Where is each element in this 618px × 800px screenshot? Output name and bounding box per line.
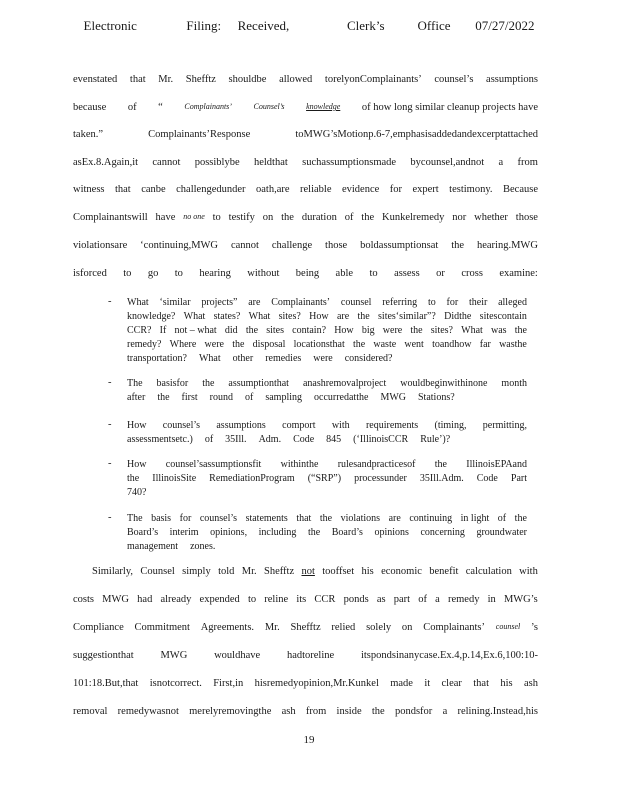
word: those bbox=[325, 240, 348, 251]
bullet-item bbox=[127, 377, 527, 405]
word: suchassumptionsmade bbox=[302, 157, 397, 168]
word: it bbox=[424, 678, 431, 689]
word: ‘continuing,MWG bbox=[140, 240, 219, 251]
word: removal bbox=[73, 706, 108, 717]
word: Shefftz bbox=[290, 622, 321, 633]
word: to bbox=[174, 268, 183, 279]
word: from bbox=[305, 706, 327, 717]
word: evidence bbox=[341, 184, 380, 195]
word: calculation bbox=[465, 566, 512, 577]
word: Commitment bbox=[134, 622, 190, 633]
page-number: 19 bbox=[303, 734, 315, 746]
word: made bbox=[390, 678, 413, 689]
para2-line bbox=[73, 706, 538, 717]
word: witness bbox=[73, 184, 105, 195]
bullet-marker: - bbox=[108, 377, 112, 388]
word: Agreements. bbox=[200, 622, 255, 633]
para1-line bbox=[73, 157, 538, 168]
word: ’s bbox=[530, 622, 538, 633]
para1-line bbox=[73, 129, 538, 140]
word: ash bbox=[523, 678, 538, 689]
para1-line bbox=[73, 74, 538, 85]
word: expert bbox=[412, 184, 439, 195]
word: assumptions bbox=[486, 74, 538, 85]
word: Compliance bbox=[73, 622, 124, 633]
word: MWG bbox=[102, 594, 129, 605]
word: no one bbox=[183, 212, 205, 221]
word: to bbox=[212, 212, 221, 223]
bullet-marker: - bbox=[108, 458, 112, 469]
word: clear bbox=[441, 678, 462, 689]
word: Counsel bbox=[140, 566, 175, 577]
bullet-line: 740? bbox=[127, 487, 147, 498]
word: heldthat bbox=[253, 157, 288, 168]
word: MWG’s bbox=[503, 594, 538, 605]
word: examine: bbox=[499, 268, 538, 279]
word: evenstated bbox=[73, 74, 118, 85]
word: nor bbox=[452, 212, 467, 223]
word: testimony. bbox=[449, 184, 493, 195]
word: hearing bbox=[199, 268, 231, 279]
word: knowledge bbox=[306, 102, 341, 111]
para2-line bbox=[73, 622, 538, 633]
para2-line bbox=[73, 678, 538, 689]
word: for bbox=[389, 184, 402, 195]
word: hisremedyopinion,Mr.Kunkel bbox=[254, 678, 379, 689]
word: tooffset bbox=[322, 566, 355, 577]
word: because bbox=[73, 102, 107, 113]
word: go bbox=[147, 268, 159, 279]
word: reline bbox=[264, 594, 289, 605]
word: canbe bbox=[141, 184, 166, 195]
para1-line bbox=[73, 212, 538, 223]
bullet-line: management zones. bbox=[127, 541, 216, 552]
para2-line bbox=[73, 594, 538, 605]
word: violationsare bbox=[73, 240, 128, 251]
bullet-line: transportation? What other remedies were considered? bbox=[127, 353, 393, 364]
word: counsel bbox=[495, 622, 521, 631]
word: wouldhave bbox=[214, 650, 261, 661]
word: a bbox=[435, 594, 440, 605]
word: the bbox=[371, 706, 385, 717]
word: of bbox=[418, 594, 427, 605]
word: not bbox=[301, 566, 315, 577]
word: 101:18.But,that bbox=[73, 678, 139, 689]
bullet-line: How counsel’s assumptions comport with requirements (timing, permitting, bbox=[127, 420, 527, 431]
word: economic bbox=[381, 566, 422, 577]
word: or bbox=[436, 268, 445, 279]
word: itspondsinanycase.Ex.4,p.14,Ex.6,100:10- bbox=[360, 650, 538, 661]
word: his bbox=[361, 566, 374, 577]
word: whether bbox=[474, 212, 508, 223]
word: remedy bbox=[447, 594, 480, 605]
word: relied bbox=[331, 622, 356, 633]
word: counsel’s bbox=[434, 74, 474, 85]
word: Counsel’s bbox=[253, 102, 285, 111]
word: with bbox=[519, 566, 538, 577]
word: hearing.MWG bbox=[476, 240, 538, 251]
word: isforced bbox=[73, 268, 107, 279]
bullet-marker: - bbox=[108, 419, 112, 430]
word: reliable bbox=[300, 184, 332, 195]
bullet-item bbox=[127, 458, 527, 500]
word: Complainantswill bbox=[73, 212, 148, 223]
word: assess bbox=[394, 268, 420, 279]
word: have bbox=[155, 212, 176, 223]
word: Because bbox=[503, 184, 538, 195]
word: of bbox=[344, 212, 354, 223]
word: ash bbox=[281, 706, 296, 717]
para1-line bbox=[73, 268, 538, 279]
word: of bbox=[127, 102, 137, 113]
word: cannot bbox=[152, 157, 181, 168]
word: the bbox=[281, 212, 294, 223]
word: Shefftz bbox=[264, 566, 295, 577]
word: Shefftz bbox=[185, 74, 216, 85]
word: part bbox=[393, 594, 411, 605]
word: already bbox=[160, 594, 192, 605]
word: isnotcorrect. bbox=[149, 678, 202, 689]
word: his bbox=[500, 678, 513, 689]
word: Complainants’ bbox=[184, 102, 232, 111]
bullet-line: CCR? If not – what did the sites contain? How big were the sites? What was the bbox=[127, 325, 527, 336]
para1-line bbox=[73, 102, 538, 113]
word: toMWG’sMotionp.6-7,emphasisaddedandexcerptattached bbox=[295, 129, 538, 140]
word: to bbox=[247, 594, 257, 605]
word: costs bbox=[73, 594, 94, 605]
word: cannot bbox=[230, 240, 259, 251]
word: simply bbox=[182, 566, 211, 577]
word: possiblybe bbox=[194, 157, 240, 168]
word: allowed bbox=[279, 74, 313, 85]
word: CCR bbox=[314, 594, 336, 605]
word: First,in bbox=[213, 678, 244, 689]
word: of how long similar cleanup projects have bbox=[361, 102, 538, 113]
bullet-line: the IllinoisSite RemediationProgram (“SRP”) processunder 35Ill.Adm. Code Part bbox=[127, 473, 527, 484]
word: taken.” bbox=[73, 129, 104, 140]
word: bycounsel,andnot bbox=[410, 157, 485, 168]
word: in bbox=[487, 594, 496, 605]
word: Mr. bbox=[241, 566, 257, 577]
bullet-line: The basis for counsel’s statements that the violations are continuing in light of the bbox=[127, 513, 527, 524]
word: Mr. bbox=[264, 622, 280, 633]
word: Similarly, bbox=[92, 566, 134, 577]
word: Complainants’Response bbox=[148, 129, 251, 140]
word: torelyonComplainants’ bbox=[324, 74, 422, 85]
bullet-line: The basisfor the assumptionthat anashremovalproject wouldbeginwithinone month bbox=[127, 378, 527, 389]
bullet-marker: - bbox=[108, 296, 112, 307]
word: on bbox=[262, 212, 274, 223]
bullet-marker: - bbox=[108, 512, 112, 523]
word: those bbox=[515, 212, 538, 223]
word: its bbox=[296, 594, 307, 605]
bullet-line: knowledge? What states? What sites? How are the sites‘similar”? Didthe sitescontain bbox=[127, 311, 527, 322]
bullet-line: remedy? Where were the disposal locationsthat the waste went toandhow far wasthe bbox=[127, 339, 527, 350]
bullet-line: after the first round of sampling occurredatthe MWG Stations? bbox=[127, 392, 455, 403]
word: suggestionthat bbox=[73, 650, 134, 661]
word: that bbox=[129, 74, 146, 85]
word: on bbox=[401, 622, 413, 633]
word: challenge bbox=[271, 240, 313, 251]
word: Mr. bbox=[158, 74, 174, 85]
bullet-line: assessmentsetc.) of 35Ill. Adm. Code 845 (‘IllinoisCCR Rule’)? bbox=[127, 434, 451, 445]
word: expended bbox=[199, 594, 240, 605]
word: cross bbox=[461, 268, 483, 279]
word: challengedunder bbox=[176, 184, 246, 195]
bullet-line: What ‘similar projects” are Complainants’ counsel referring to for their alleged bbox=[127, 297, 527, 308]
word: duration bbox=[301, 212, 337, 223]
filing-header: Electronic Filing: Received, Clerk’s Office 07/27/2022 bbox=[83, 18, 535, 33]
bullet-line: Board’s interim opinions, including the Board’s opinions concerning groundwater bbox=[127, 527, 527, 538]
word: “ bbox=[158, 102, 163, 113]
bullet-line: How counsel’sassumptionsfit withinthe rulesandpracticesof the IllinoisEPAand bbox=[127, 459, 527, 470]
bullet-item bbox=[127, 512, 527, 554]
bullet-item bbox=[127, 296, 527, 366]
word: told bbox=[218, 566, 235, 577]
word: Complainants’ bbox=[423, 622, 486, 633]
word: testify bbox=[228, 212, 255, 223]
para1-line bbox=[73, 184, 538, 195]
word: that bbox=[473, 678, 489, 689]
bullet-item bbox=[127, 419, 527, 447]
word: to bbox=[123, 268, 132, 279]
word: solely bbox=[366, 622, 392, 633]
para2-line bbox=[92, 566, 538, 577]
word: remedywasnot bbox=[117, 706, 179, 717]
word: asEx.8.Again,it bbox=[73, 157, 139, 168]
word: MWG bbox=[160, 650, 188, 661]
word: without bbox=[247, 268, 280, 279]
word: boldassumptionsat bbox=[360, 240, 439, 251]
word: able bbox=[335, 268, 354, 279]
word: that bbox=[114, 184, 131, 195]
word: pondsfor bbox=[394, 706, 433, 717]
word: the bbox=[361, 212, 375, 223]
word: benefit bbox=[429, 566, 459, 577]
word: from bbox=[517, 157, 538, 168]
word: to bbox=[369, 268, 378, 279]
word: a bbox=[498, 157, 504, 168]
word: oath,are bbox=[256, 184, 290, 195]
word: the bbox=[451, 240, 465, 251]
word: Kunkelremedy bbox=[381, 212, 445, 223]
word: shouldbe bbox=[228, 74, 267, 85]
word: a bbox=[442, 706, 448, 717]
word: being bbox=[295, 268, 320, 279]
word: inside bbox=[336, 706, 362, 717]
word: ponds bbox=[343, 594, 369, 605]
word: had bbox=[137, 594, 153, 605]
para2-line bbox=[73, 650, 538, 661]
word: as bbox=[376, 594, 386, 605]
para1-line bbox=[73, 240, 538, 251]
word: hadtoreline bbox=[286, 650, 335, 661]
word: merelyremovingthe bbox=[189, 706, 272, 717]
word: relining.Instead,his bbox=[457, 706, 538, 717]
